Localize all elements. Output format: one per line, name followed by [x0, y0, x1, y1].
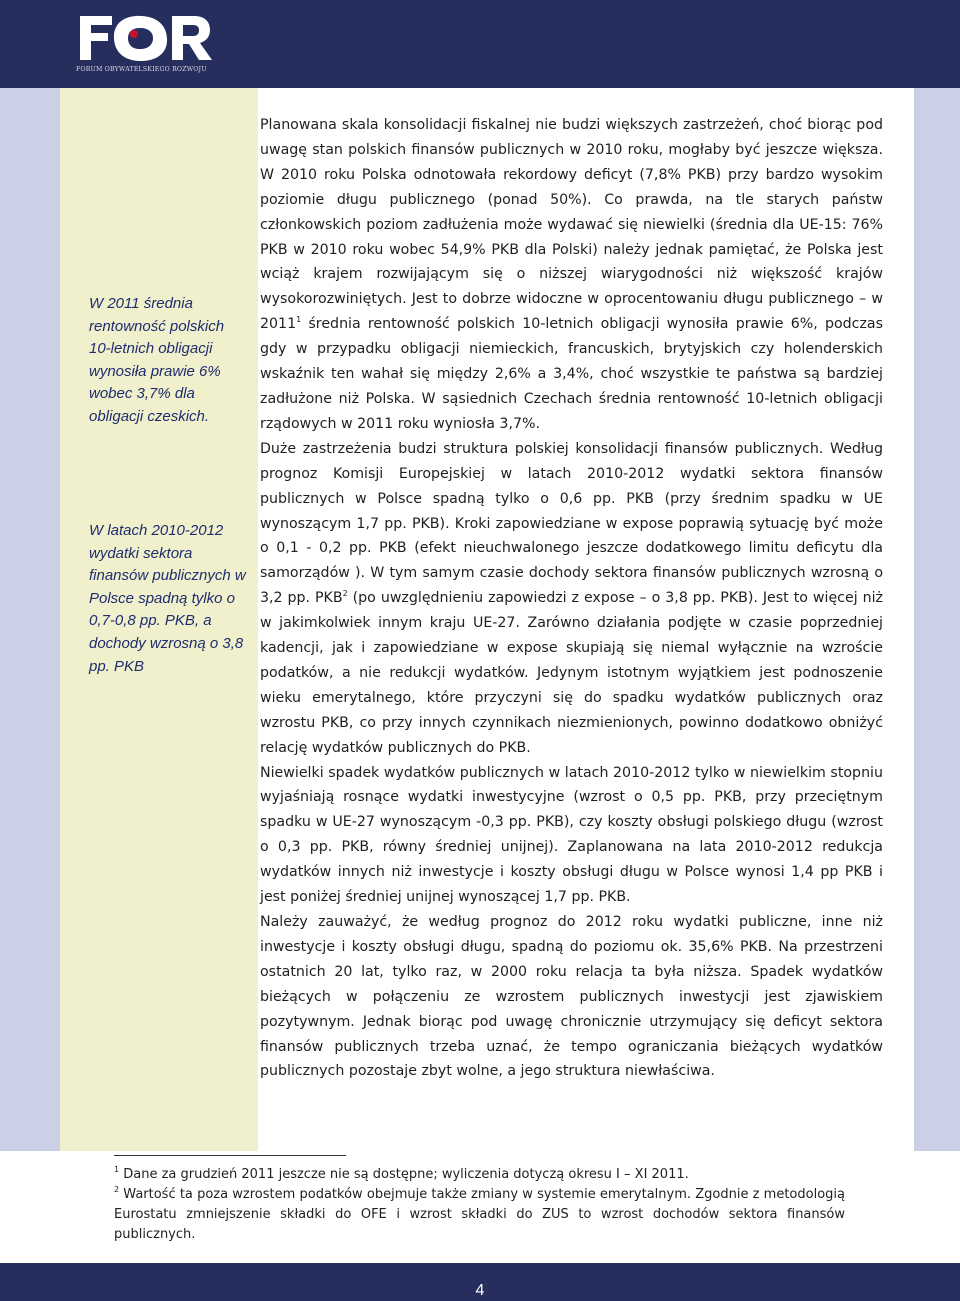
sidebar-note-yields: W 2011 średnia rentowność polskich 10-letnich obligacji wynosiła prawie 6% wobec 3,7% dla obligacji czeskich. [89, 295, 225, 425]
footnotes [114, 1165, 845, 1245]
footnote-number: 2 [114, 1185, 120, 1194]
page-number: 4 [475, 1282, 485, 1299]
left-margin-band [0, 88, 60, 1151]
for-logo-mark [76, 8, 216, 66]
paragraph: Niewielki spadek wydatków publicznych w latach 2010-2012 tylko w niewielkim stopniu wyjaśniają rosnące wydatki inwestycyjne (wzrost o 0,5 pp. PKB, przy przeciętnym spadku w UE-27 wynoszącym -0,3 pp. PKB), czy koszty obsługi polskiego długu (wzrost o 0,3 pp. PKB, równy średniej unijnej). Zaplanowana na lata 2010-2012 redukcja wydatków innych niż inwestycje i koszty obsługi długu w Polsce wynosi 1,4 pp PKB i jest poniżej średniej unijnej wynoszącej 1,7 pp. PKB. [260, 764, 883, 906]
header-bar [0, 0, 960, 88]
footnote-separator [114, 1155, 346, 1156]
footnote-number: 1 [114, 1165, 120, 1174]
paragraph: Planowana skala konsolidacji fiskalnej nie budzi większych zastrzeżeń, choć biorąc pod uwagę stan polskich finansów publicznych w 2010 roku, mogłaby być jeszcze większa. W 2010 roku Polska odnotowała rekordowy deficyt (7,8% PKB) przy bardzo wysokim poziomie długu publicznego (ponad 50%). Co prawda, na tle starych państw członkowskich poziom zadłużenia może wydawać się niewielki (średnia dla UE-15: 76% PKB w 2010 roku wobec 54,9% PKB dla Polski) należy jednak pamiętać, że Polska jest wciąż krajem rozwijającym się o niższej wiarygodności niż większość krajów wysokorozwiniętych. Jest to dobrze widoczne w oprocentowaniu długu publicznego – w 2011$^1$ średnia rentowność polskich 10-letnich obligacji wynosiła prawie 6%, podczas gdy w przypadku obligacji niemieckich, francuskich, brytyjskich czy holenderskich wskaźnik ten wahał się między 2,6% a 3,4%, choć wszystkie te państwa są bardziej zadłużone niż Polska. W sąsiednich Czechach średnia rentowność 10-letnich obligacji rządowych w 2011 roku wyniosła 3,7%. [260, 117, 883, 432]
paragraph: Duże zastrzeżenia budzi struktura polskiej konsolidacji finansów publicznych. Według prognoz Komisji Europejskiej w latach 2010-2012 wydatki sektora finansów publicznych w Polsce spadną tylko o 0,6 pp. PKB (przy średnim spadku w UE wynoszącym 1,7 pp. PKB). Kroki zapowiedziane w expose poprawią sytuację być może o 0,1 - 0,2 pp. PKB (efekt nieuchwalonego jeszcze dodatkowego limitu deficytu dla samorządów ). W tym samym czasie dochody sektora finansów publicznych wzrosną o 3,2 pp. PKB$^2$ (po uwzględnieniu zapowiedzi z expose – o 3,8 pp. PKB). Jest to więcej niż w jakimkolwiek innym kraju UE-27. Zarówno działania podjęte w czasie poprzedniej kadencji, jak i zapowiedziane w expose skupiają się niemal wyłącznie na wzroście podatków, a nie redukcji wydatków. Jedynym istotnym wyjątkiem jest podnoszenie wieku emerytalnego, które przyczyni się do spadku wydatków publicznych oraz wzrostu PKB, co przy innych czynnikach niezmienionych, powinno dodatkowo obniżyć relację wydatków publicznych do PKB. [260, 440, 883, 756]
footnote-ref[interactable]: 2 [342, 589, 348, 599]
footnote-ref[interactable]: 1 [296, 315, 302, 325]
footnote: $^1$ Dane za grudzień 2011 jeszcze nie są dostępne; wyliczenia dotyczą okresu I – XI 2011. [114, 1165, 689, 1182]
for-logo [76, 8, 216, 78]
logo-subtitle: FORUM OBYWATELSKIEGO ROZWOJU [76, 66, 207, 73]
sidebar-note-spending: W latach 2010-2012 wydatki sektora finansów publicznych w Polsce spadną tylko o 0,7-0,8 pp. PKB, a dochody wzrosną o 3,8 pp. PKB [89, 522, 246, 675]
right-margin-band [914, 88, 960, 1151]
footnote: $^2$ Wartość ta poza wzrostem podatków obejmuje także zmiany w systemie emerytalnym. Zgodnie z metodologią Eurostatu zmniejszenie składki do OFE i wzrost składki do ZUS to wzrost dochodów sektora finansów publicznych. [114, 1185, 845, 1242]
article-body [260, 113, 883, 1084]
paragraph: Należy zauważyć, że według prognoz do 2012 roku wydatki publiczne, inne niż inwestycje i koszty obsługi długu, spadną do poziomu ok. 35,6% PKB. Na przestrzeni ostatnich 20 lat, tylko raz, w 2000 roku relacja ta była niższa. Spadek wydatków bieżących w połączeniu ze wzrostem publicznych inwestycji jest zjawiskiem pozytywnym. Jednak biorąc pod uwagę chronicznie utrzymujący się deficyt sektora finansów publicznych trzeba uznać, że tempo ograniczania bieżących wydatków publicznych pozostaje zbyt wolne, a jego struktura niewłaściwa. [260, 914, 883, 1080]
